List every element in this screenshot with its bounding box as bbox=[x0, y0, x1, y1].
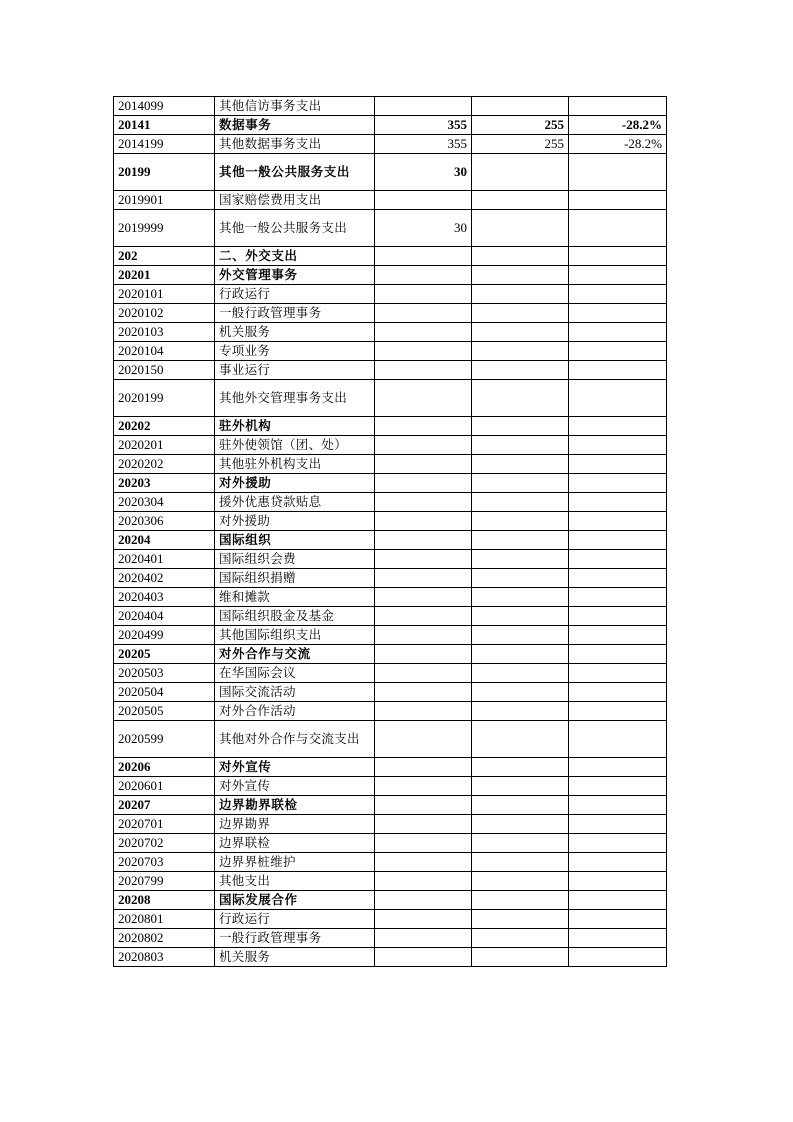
subject-code-cell: 2020102 bbox=[114, 304, 215, 323]
change-rate-cell bbox=[569, 891, 667, 910]
subject-name-cell: 行政运行 bbox=[215, 910, 375, 929]
change-rate-cell bbox=[569, 342, 667, 361]
change-rate-cell bbox=[569, 304, 667, 323]
amount-cell bbox=[472, 247, 569, 266]
table-row bbox=[114, 550, 667, 569]
amount-cell bbox=[472, 361, 569, 380]
table-row bbox=[114, 285, 667, 304]
table-row bbox=[114, 891, 667, 910]
subject-code-cell: 2020802 bbox=[114, 929, 215, 948]
amount-cell bbox=[375, 531, 472, 550]
change-rate-cell bbox=[569, 777, 667, 796]
amount-cell bbox=[375, 758, 472, 777]
amount-cell bbox=[375, 872, 472, 891]
amount-cell bbox=[375, 550, 472, 569]
table-row bbox=[114, 342, 667, 361]
amount-cell bbox=[472, 210, 569, 247]
amount-cell bbox=[375, 285, 472, 304]
table-row bbox=[114, 815, 667, 834]
change-rate-cell bbox=[569, 645, 667, 664]
amount-cell bbox=[472, 626, 569, 645]
subject-name-cell: 一般行政管理事务 bbox=[215, 929, 375, 948]
subject-name-cell: 数据事务 bbox=[215, 116, 375, 135]
subject-code-cell: 20205 bbox=[114, 645, 215, 664]
change-rate-cell bbox=[569, 664, 667, 683]
subject-name-cell: 事业运行 bbox=[215, 361, 375, 380]
amount-cell bbox=[375, 361, 472, 380]
subject-name-cell: 边界勘界联检 bbox=[215, 796, 375, 815]
amount-cell bbox=[472, 285, 569, 304]
amount-cell bbox=[472, 342, 569, 361]
table-row bbox=[114, 417, 667, 436]
subject-name-cell: 其他对外合作与交流支出 bbox=[215, 721, 375, 758]
subject-code-cell: 202 bbox=[114, 247, 215, 266]
subject-name-cell: 对外援助 bbox=[215, 474, 375, 493]
amount-cell bbox=[375, 702, 472, 721]
subject-code-cell: 2014099 bbox=[114, 97, 215, 116]
change-rate-cell bbox=[569, 285, 667, 304]
amount-cell bbox=[472, 948, 569, 967]
amount-cell bbox=[472, 569, 569, 588]
amount-cell bbox=[472, 834, 569, 853]
subject-code-cell: 2020101 bbox=[114, 285, 215, 304]
amount-cell bbox=[375, 929, 472, 948]
subject-name-cell: 国际发展合作 bbox=[215, 891, 375, 910]
change-rate-cell: -28.2% bbox=[569, 116, 667, 135]
table-row bbox=[114, 626, 667, 645]
change-rate-cell bbox=[569, 796, 667, 815]
subject-code-cell: 2020103 bbox=[114, 323, 215, 342]
subject-name-cell: 国际组织 bbox=[215, 531, 375, 550]
subject-name-cell: 其他数据事务支出 bbox=[215, 135, 375, 154]
change-rate-cell bbox=[569, 531, 667, 550]
amount-cell bbox=[472, 777, 569, 796]
budget-table bbox=[113, 96, 667, 967]
amount-cell bbox=[472, 474, 569, 493]
change-rate-cell bbox=[569, 455, 667, 474]
amount-cell bbox=[472, 758, 569, 777]
table-row bbox=[114, 948, 667, 967]
amount-cell bbox=[472, 588, 569, 607]
subject-code-cell: 2020803 bbox=[114, 948, 215, 967]
amount-cell bbox=[375, 683, 472, 702]
change-rate-cell bbox=[569, 97, 667, 116]
table-row bbox=[114, 154, 667, 191]
table-row bbox=[114, 304, 667, 323]
amount-cell bbox=[375, 474, 472, 493]
table-row bbox=[114, 796, 667, 815]
change-rate-cell: -28.2% bbox=[569, 135, 667, 154]
subject-name-cell: 一般行政管理事务 bbox=[215, 304, 375, 323]
subject-name-cell: 二、外交支出 bbox=[215, 247, 375, 266]
subject-code-cell: 2020504 bbox=[114, 683, 215, 702]
amount-cell bbox=[472, 436, 569, 455]
subject-code-cell: 2020701 bbox=[114, 815, 215, 834]
change-rate-cell bbox=[569, 380, 667, 417]
subject-name-cell: 其他一般公共服务支出 bbox=[215, 210, 375, 247]
subject-name-cell: 其他支出 bbox=[215, 872, 375, 891]
subject-name-cell: 对外宣传 bbox=[215, 758, 375, 777]
change-rate-cell bbox=[569, 588, 667, 607]
subject-name-cell: 边界联检 bbox=[215, 834, 375, 853]
amount-cell bbox=[375, 569, 472, 588]
subject-code-cell: 2014199 bbox=[114, 135, 215, 154]
table-row bbox=[114, 474, 667, 493]
table-row bbox=[114, 135, 667, 154]
table-row bbox=[114, 721, 667, 758]
amount-cell bbox=[375, 247, 472, 266]
change-rate-cell bbox=[569, 550, 667, 569]
amount-cell: 255 bbox=[472, 135, 569, 154]
subject-name-cell: 行政运行 bbox=[215, 285, 375, 304]
subject-code-cell: 2020499 bbox=[114, 626, 215, 645]
amount-cell bbox=[375, 796, 472, 815]
amount-cell bbox=[375, 853, 472, 872]
change-rate-cell bbox=[569, 210, 667, 247]
amount-cell bbox=[472, 154, 569, 191]
subject-code-cell: 2020304 bbox=[114, 493, 215, 512]
amount-cell: 355 bbox=[375, 135, 472, 154]
subject-code-cell: 2020403 bbox=[114, 588, 215, 607]
change-rate-cell bbox=[569, 626, 667, 645]
subject-name-cell: 外交管理事务 bbox=[215, 266, 375, 285]
amount-cell bbox=[375, 626, 472, 645]
table-row bbox=[114, 910, 667, 929]
subject-name-cell: 国际交流活动 bbox=[215, 683, 375, 702]
table-row bbox=[114, 607, 667, 626]
amount-cell bbox=[472, 683, 569, 702]
subject-code-cell: 20206 bbox=[114, 758, 215, 777]
amount-cell bbox=[375, 436, 472, 455]
amount-cell: 355 bbox=[375, 116, 472, 135]
subject-name-cell: 对外宣传 bbox=[215, 777, 375, 796]
subject-code-cell: 20203 bbox=[114, 474, 215, 493]
amount-cell bbox=[472, 891, 569, 910]
subject-name-cell: 其他外交管理事务支出 bbox=[215, 380, 375, 417]
subject-name-cell: 在华国际会议 bbox=[215, 664, 375, 683]
change-rate-cell bbox=[569, 758, 667, 777]
subject-name-cell: 机关服务 bbox=[215, 948, 375, 967]
subject-name-cell: 驻外使领馆（团、处） bbox=[215, 436, 375, 455]
amount-cell bbox=[375, 891, 472, 910]
subject-code-cell: 20141 bbox=[114, 116, 215, 135]
subject-name-cell: 其他信访事务支出 bbox=[215, 97, 375, 116]
amount-cell bbox=[375, 588, 472, 607]
change-rate-cell bbox=[569, 361, 667, 380]
subject-name-cell: 驻外机构 bbox=[215, 417, 375, 436]
amount-cell bbox=[472, 323, 569, 342]
amount-cell bbox=[472, 853, 569, 872]
subject-code-cell: 2020799 bbox=[114, 872, 215, 891]
change-rate-cell bbox=[569, 512, 667, 531]
subject-name-cell: 专项业务 bbox=[215, 342, 375, 361]
change-rate-cell bbox=[569, 436, 667, 455]
subject-code-cell: 2020404 bbox=[114, 607, 215, 626]
table-row bbox=[114, 380, 667, 417]
subject-code-cell: 2020202 bbox=[114, 455, 215, 474]
amount-cell bbox=[472, 872, 569, 891]
subject-code-cell: 2020150 bbox=[114, 361, 215, 380]
change-rate-cell bbox=[569, 569, 667, 588]
change-rate-cell bbox=[569, 154, 667, 191]
amount-cell bbox=[375, 777, 472, 796]
change-rate-cell bbox=[569, 721, 667, 758]
change-rate-cell bbox=[569, 929, 667, 948]
subject-code-cell: 2020601 bbox=[114, 777, 215, 796]
subject-code-cell: 2020306 bbox=[114, 512, 215, 531]
amount-cell bbox=[375, 910, 472, 929]
subject-code-cell: 2019999 bbox=[114, 210, 215, 247]
amount-cell bbox=[375, 191, 472, 210]
subject-name-cell: 对外合作活动 bbox=[215, 702, 375, 721]
amount-cell bbox=[472, 531, 569, 550]
amount-cell bbox=[375, 834, 472, 853]
table-row bbox=[114, 834, 667, 853]
amount-cell bbox=[472, 512, 569, 531]
subject-name-cell: 国际组织会费 bbox=[215, 550, 375, 569]
table-row bbox=[114, 436, 667, 455]
table-row bbox=[114, 777, 667, 796]
amount-cell bbox=[472, 304, 569, 323]
table-row bbox=[114, 664, 667, 683]
amount-cell bbox=[472, 721, 569, 758]
amount-cell bbox=[375, 304, 472, 323]
subject-name-cell: 国家赔偿费用支出 bbox=[215, 191, 375, 210]
table-row bbox=[114, 116, 667, 135]
change-rate-cell bbox=[569, 948, 667, 967]
amount-cell bbox=[375, 645, 472, 664]
change-rate-cell bbox=[569, 853, 667, 872]
table-row bbox=[114, 97, 667, 116]
amount-cell: 30 bbox=[375, 210, 472, 247]
change-rate-cell bbox=[569, 815, 667, 834]
amount-cell bbox=[472, 266, 569, 285]
amount-cell bbox=[472, 455, 569, 474]
change-rate-cell bbox=[569, 266, 667, 285]
change-rate-cell bbox=[569, 191, 667, 210]
subject-name-cell: 其他驻外机构支出 bbox=[215, 455, 375, 474]
amount-cell bbox=[375, 417, 472, 436]
subject-code-cell: 20202 bbox=[114, 417, 215, 436]
subject-name-cell: 对外援助 bbox=[215, 512, 375, 531]
amount-cell bbox=[375, 948, 472, 967]
change-rate-cell bbox=[569, 247, 667, 266]
table-row bbox=[114, 210, 667, 247]
amount-cell bbox=[472, 417, 569, 436]
table-row bbox=[114, 569, 667, 588]
amount-cell bbox=[375, 607, 472, 626]
subject-code-cell: 2020703 bbox=[114, 853, 215, 872]
change-rate-cell bbox=[569, 323, 667, 342]
change-rate-cell bbox=[569, 683, 667, 702]
subject-code-cell: 2020104 bbox=[114, 342, 215, 361]
amount-cell bbox=[375, 266, 472, 285]
change-rate-cell bbox=[569, 910, 667, 929]
subject-name-cell: 援外优惠贷款贴息 bbox=[215, 493, 375, 512]
subject-code-cell: 20199 bbox=[114, 154, 215, 191]
amount-cell bbox=[375, 323, 472, 342]
subject-code-cell: 2020402 bbox=[114, 569, 215, 588]
amount-cell: 30 bbox=[375, 154, 472, 191]
table-row bbox=[114, 853, 667, 872]
table-row bbox=[114, 266, 667, 285]
table-row bbox=[114, 645, 667, 664]
table-row bbox=[114, 191, 667, 210]
table-row bbox=[114, 455, 667, 474]
amount-cell bbox=[472, 607, 569, 626]
subject-code-cell: 2020199 bbox=[114, 380, 215, 417]
table-row bbox=[114, 872, 667, 891]
subject-name-cell: 国际组织捐赠 bbox=[215, 569, 375, 588]
amount-cell bbox=[472, 815, 569, 834]
subject-name-cell: 其他国际组织支出 bbox=[215, 626, 375, 645]
amount-cell bbox=[472, 664, 569, 683]
subject-code-cell: 20201 bbox=[114, 266, 215, 285]
table-row bbox=[114, 512, 667, 531]
amount-cell bbox=[472, 550, 569, 569]
subject-code-cell: 2019901 bbox=[114, 191, 215, 210]
subject-code-cell: 20207 bbox=[114, 796, 215, 815]
amount-cell: 255 bbox=[472, 116, 569, 135]
subject-code-cell: 20204 bbox=[114, 531, 215, 550]
amount-cell bbox=[472, 702, 569, 721]
amount-cell bbox=[472, 97, 569, 116]
table-row bbox=[114, 588, 667, 607]
table-row bbox=[114, 247, 667, 266]
amount-cell bbox=[472, 796, 569, 815]
amount-cell bbox=[472, 380, 569, 417]
table-body bbox=[114, 97, 667, 967]
change-rate-cell bbox=[569, 607, 667, 626]
table-row bbox=[114, 531, 667, 550]
amount-cell bbox=[375, 455, 472, 474]
table-row bbox=[114, 493, 667, 512]
amount-cell bbox=[375, 493, 472, 512]
change-rate-cell bbox=[569, 834, 667, 853]
table-row bbox=[114, 702, 667, 721]
amount-cell bbox=[375, 815, 472, 834]
amount-cell bbox=[472, 645, 569, 664]
subject-name-cell: 机关服务 bbox=[215, 323, 375, 342]
table-row bbox=[114, 361, 667, 380]
change-rate-cell bbox=[569, 417, 667, 436]
amount-cell bbox=[375, 380, 472, 417]
subject-code-cell: 2020505 bbox=[114, 702, 215, 721]
subject-name-cell: 国际组织股金及基金 bbox=[215, 607, 375, 626]
amount-cell bbox=[472, 910, 569, 929]
subject-code-cell: 2020599 bbox=[114, 721, 215, 758]
amount-cell bbox=[375, 721, 472, 758]
subject-code-cell: 2020201 bbox=[114, 436, 215, 455]
subject-code-cell: 20208 bbox=[114, 891, 215, 910]
amount-cell bbox=[375, 664, 472, 683]
subject-code-cell: 2020801 bbox=[114, 910, 215, 929]
change-rate-cell bbox=[569, 872, 667, 891]
subject-name-cell: 其他一般公共服务支出 bbox=[215, 154, 375, 191]
subject-code-cell: 2020503 bbox=[114, 664, 215, 683]
subject-name-cell: 边界界桩维护 bbox=[215, 853, 375, 872]
amount-cell bbox=[472, 493, 569, 512]
change-rate-cell bbox=[569, 702, 667, 721]
subject-code-cell: 2020702 bbox=[114, 834, 215, 853]
amount-cell bbox=[472, 191, 569, 210]
table-row bbox=[114, 323, 667, 342]
amount-cell bbox=[472, 929, 569, 948]
change-rate-cell bbox=[569, 474, 667, 493]
amount-cell bbox=[375, 342, 472, 361]
table-row bbox=[114, 758, 667, 777]
table-row bbox=[114, 929, 667, 948]
amount-cell bbox=[375, 512, 472, 531]
subject-name-cell: 对外合作与交流 bbox=[215, 645, 375, 664]
subject-name-cell: 维和摊款 bbox=[215, 588, 375, 607]
amount-cell bbox=[375, 97, 472, 116]
subject-code-cell: 2020401 bbox=[114, 550, 215, 569]
table-row bbox=[114, 683, 667, 702]
subject-name-cell: 边界勘界 bbox=[215, 815, 375, 834]
change-rate-cell bbox=[569, 493, 667, 512]
